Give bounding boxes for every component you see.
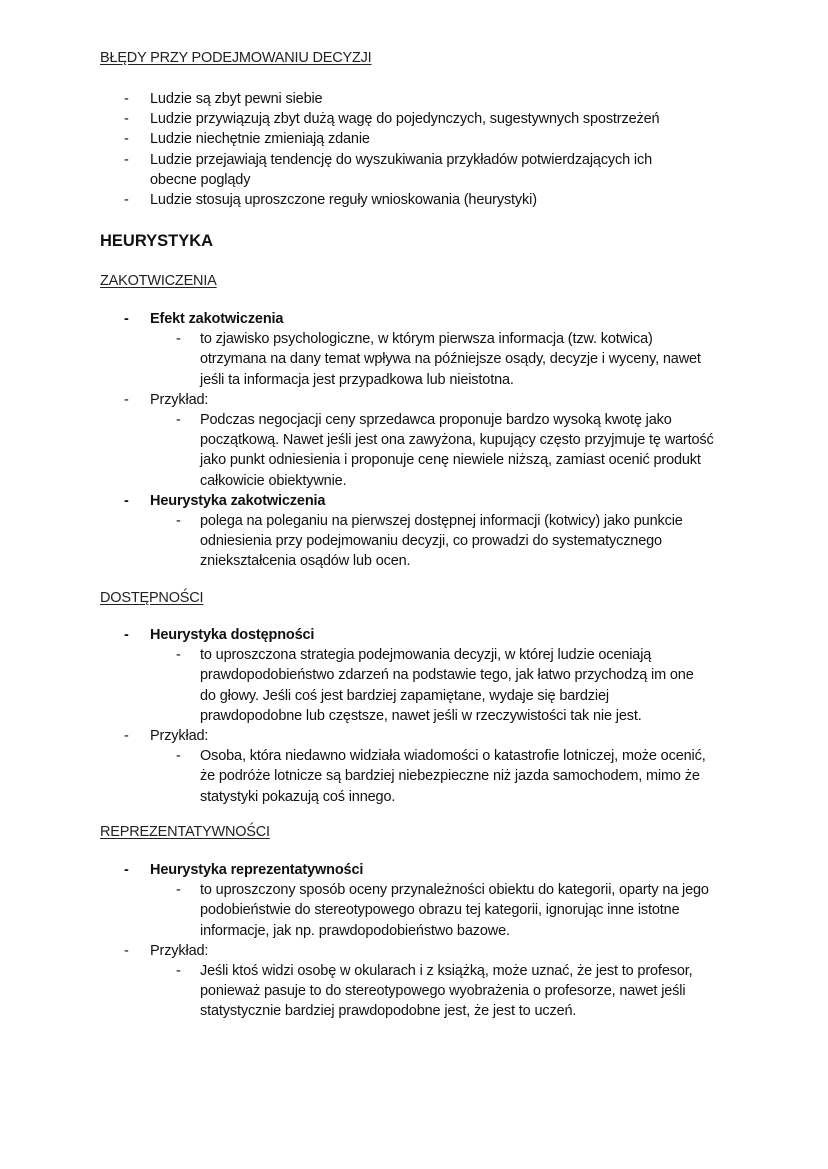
list-item: - Ludzie są zbyt pewni siebie — [0, 89, 720, 109]
bullet-dash-icon: - — [176, 412, 181, 429]
bullet-dash-icon: - — [176, 513, 181, 530]
bullet-dash-icon: - — [176, 748, 181, 765]
example-item: - Podczas negocjacji ceny sprzedawca proponuje bardzo wysoką kwotę jako początkową. Nawet jeśli jest ona zawyżona, kupujący często przyjmuje tę wartość jako punkt odniesienia i proponuje cenę niewiele niższą, zamiast ocenić produkt całkowicie obiektywnie. — [176, 412, 714, 489]
errors-list — [0, 89, 720, 210]
bullet-dash-icon: - — [124, 862, 129, 878]
definition-item: - to uproszczona strategia podejmowania decyzji, w której ludzie oceniają prawdopodobieństwo zdarzeń na podstawie tego, jak łatwo przychodzą im one do głowy. Jeśli coś jest bardziej zapamiętane, wydaje się bardziej prawdopodobne lub częstsze, nawet jeśli w rzeczywistości tak nie jest. — [176, 647, 694, 724]
availability-list — [0, 625, 722, 807]
bullet-dash-icon: - — [124, 627, 129, 643]
example-item: - Osoba, która niedawno widziała wiadomości o katastrofie lotniczej, może ocenić, że podróże lotnicze są bardziej niebezpieczne niż jazda samochodem, mimo że statystyki pokazują coś innego. — [176, 748, 706, 805]
term-item — [0, 860, 720, 880]
bullet-dash-icon: - — [124, 111, 129, 128]
representativeness-list — [0, 860, 725, 1022]
bullet-dash-icon: - — [176, 882, 181, 899]
section-heading-anchoring: ZAKOTWICZENIA — [100, 273, 217, 289]
bullet-dash-icon: - — [124, 192, 129, 209]
example-label-item: - Przykład: — [0, 941, 720, 961]
example-item: - Jeśli ktoś widzi osobę w okularach i z książką, może uznać, że jest to profesor, ponieważ pasuje to do stereotypowego wyobrażenia o profesorze, nawet jeśli statystycznie bardziej prawdopodobne jest, że jest to uczeń. — [176, 963, 693, 1020]
bullet-dash-icon: - — [176, 647, 181, 664]
section-heading-errors: BŁĘDY PRZY PODEJMOWANIU DECYZJI — [100, 50, 372, 66]
bullet-dash-icon: - — [176, 963, 181, 980]
definition-item: - polega na poleganiu na pierwszej dostępnej informacji (kotwicy) jako punkcie odniesienia przy podejmowaniu decyzji, co prowadzi do systematycznego zniekształcenia osądów lub ocen. — [176, 513, 683, 570]
list-item: - Ludzie przywiązują zbyt dużą wagę do pojedynczych, sugestywnych spostrzeżeń — [0, 109, 720, 129]
bullet-dash-icon: - — [124, 492, 129, 509]
example-label-item: - Przykład: — [0, 726, 720, 746]
term-label: Heurystyka reprezentatywności — [150, 862, 364, 878]
anchoring-list — [0, 309, 722, 572]
term-item — [0, 491, 720, 511]
bullet-dash-icon: - — [124, 151, 129, 168]
term-label: Efekt zakotwiczenia — [150, 311, 284, 327]
section-heading-representativeness: REPREZENTATYWNOŚCI — [100, 824, 270, 840]
bullet-dash-icon: - — [124, 942, 129, 959]
example-label-item: - Przykład: — [0, 390, 720, 410]
bullet-dash-icon: - — [124, 728, 129, 745]
term-label: Heurystyka dostępności — [150, 627, 315, 643]
bullet-dash-icon: - — [124, 391, 129, 408]
list-item: - Ludzie stosują uproszczone reguły wnioskowania (heurystyki) — [0, 190, 720, 210]
section-heading-availability: DOSTĘPNOŚCI — [100, 590, 204, 606]
term-item — [0, 625, 720, 645]
bullet-dash-icon: - — [124, 91, 129, 107]
definition-item: - to uproszczony sposób oceny przynależności obiektu do kategorii, oparty na jego podobieństwie do stereotypowego obrazu tej kategorii, ignorując inne istotne informacje, jak np. prawdopodobieństwo bazowe. — [176, 882, 709, 939]
term-label: Heurystyka zakotwiczenia — [150, 492, 326, 509]
main-heading: HEURYSTYKA — [100, 232, 214, 250]
list-item: - Ludzie przejawiają tendencję do wyszukiwania przykładów potwierdzających ich obecne poglądy — [124, 151, 653, 188]
bullet-dash-icon: - — [124, 311, 129, 327]
definition-item: - to zjawisko psychologiczne, w którym pierwsza informacja (tzw. kotwica) otrzymana na dany temat wpływa na późniejsze osądy, decyzje i wyceny, nawet jeśli ta informacja jest przypadkowa lub nieistotna. — [176, 331, 701, 388]
list-item: - Ludzie niechętnie zmieniają zdanie — [0, 129, 720, 149]
term-item — [0, 309, 720, 329]
bullet-dash-icon: - — [124, 131, 129, 148]
bullet-dash-icon: - — [176, 331, 181, 348]
